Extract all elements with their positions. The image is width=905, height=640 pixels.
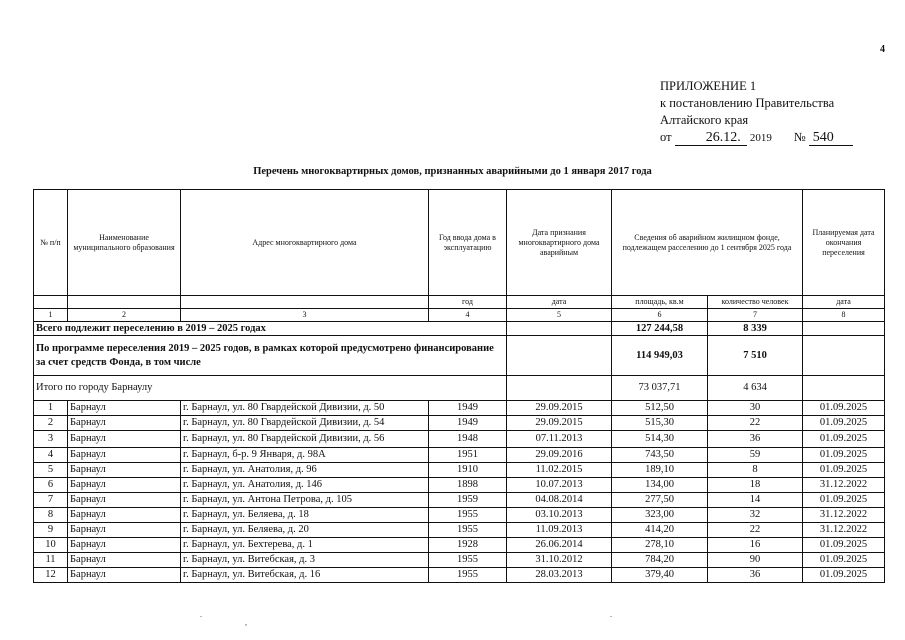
row-area: 414,20 bbox=[612, 522, 708, 537]
row-number: 2 bbox=[34, 416, 68, 431]
date-prefix: от bbox=[660, 130, 672, 144]
unit-year: год bbox=[429, 296, 507, 309]
city-people: 4 634 bbox=[708, 376, 803, 401]
row-area: 379,40 bbox=[612, 567, 708, 582]
table-row bbox=[34, 537, 885, 552]
row-number: 9 bbox=[34, 522, 68, 537]
unit-people: количество человек bbox=[708, 296, 803, 309]
row-planned: 01.09.2025 bbox=[803, 416, 885, 431]
row-planned: 01.09.2025 bbox=[803, 492, 885, 507]
total-people: 8 339 bbox=[708, 322, 803, 336]
row-planned: 31.12.2022 bbox=[803, 477, 885, 492]
row-planned: 01.09.2025 bbox=[803, 552, 885, 567]
city-row bbox=[34, 376, 885, 401]
col-num: 6 bbox=[612, 309, 708, 322]
row-area: 512,50 bbox=[612, 401, 708, 416]
row-municipality: Барнаул bbox=[68, 552, 181, 567]
header-info: Сведения об аварийном жилищном фонде, подлежащем расселению до 1 сентября 2025 года bbox=[612, 190, 803, 296]
row-date: 26.06.2014 bbox=[507, 537, 612, 552]
row-address: г. Барнаул, ул. Анатолия, д. 146 bbox=[181, 477, 429, 492]
row-area: 278,10 bbox=[612, 537, 708, 552]
row-municipality: Барнаул bbox=[68, 522, 181, 537]
col-num: 7 bbox=[708, 309, 803, 322]
row-address: г. Барнаул, ул. 80 Гвардейской Дивизии, д. 54 bbox=[181, 416, 429, 431]
total-label: Всего подлежит переселению в 2019 – 2025 годах bbox=[34, 322, 507, 336]
row-date: 11.02.2015 bbox=[507, 462, 612, 477]
row-people: 36 bbox=[708, 431, 803, 448]
row-year: 1955 bbox=[429, 522, 507, 537]
row-people: 22 bbox=[708, 522, 803, 537]
row-year: 1955 bbox=[429, 552, 507, 567]
row-planned: 01.09.2025 bbox=[803, 401, 885, 416]
table-row bbox=[34, 431, 885, 448]
header-date-recognized: Дата признания многоквартирного дома аварийным bbox=[507, 190, 612, 296]
row-planned: 01.09.2025 bbox=[803, 448, 885, 463]
city-label: Итого по городу Барнаулу bbox=[34, 376, 507, 401]
row-number: 12 bbox=[34, 567, 68, 582]
program-row bbox=[34, 336, 885, 376]
row-planned: 01.09.2025 bbox=[803, 462, 885, 477]
row-municipality: Барнаул bbox=[68, 431, 181, 448]
page-number: 4 bbox=[880, 44, 885, 55]
table-row bbox=[34, 552, 885, 567]
row-people: 59 bbox=[708, 448, 803, 463]
total-area: 127 244,58 bbox=[612, 322, 708, 336]
units-row bbox=[34, 296, 885, 309]
col-num: 8 bbox=[803, 309, 885, 322]
row-date: 31.10.2012 bbox=[507, 552, 612, 567]
row-number: 3 bbox=[34, 431, 68, 448]
row-number: 6 bbox=[34, 477, 68, 492]
row-people: 18 bbox=[708, 477, 803, 492]
row-number: 11 bbox=[34, 552, 68, 567]
col-num: 2 bbox=[68, 309, 181, 322]
row-year: 1959 bbox=[429, 492, 507, 507]
data-rows bbox=[34, 401, 885, 583]
appendix-block bbox=[660, 78, 853, 147]
row-date: 07.11.2013 bbox=[507, 431, 612, 448]
row-planned: 31.12.2022 bbox=[803, 522, 885, 537]
header-planned: Планируемая дата окончания переселения bbox=[803, 190, 885, 296]
row-year: 1928 bbox=[429, 537, 507, 552]
row-date: 10.07.2013 bbox=[507, 477, 612, 492]
col-num: 1 bbox=[34, 309, 68, 322]
unit-date: дата bbox=[507, 296, 612, 309]
row-date: 29.09.2015 bbox=[507, 416, 612, 431]
number-prefix: № bbox=[793, 130, 806, 144]
date-value: 26.12. bbox=[675, 131, 747, 146]
appendix-line-3: Алтайского края bbox=[660, 113, 749, 127]
row-address: г. Барнаул, ул. 80 Гвардейской Дивизии, д. 50 bbox=[181, 401, 429, 416]
row-address: г. Барнаул, ул. Бехтерева, д. 1 bbox=[181, 537, 429, 552]
table-row bbox=[34, 507, 885, 522]
row-planned: 01.09.2025 bbox=[803, 567, 885, 582]
row-date: 04.08.2014 bbox=[507, 492, 612, 507]
header-address: Адрес многоквартирного дома bbox=[181, 190, 429, 296]
row-year: 1948 bbox=[429, 431, 507, 448]
row-planned: 01.09.2025 bbox=[803, 537, 885, 552]
row-people: 90 bbox=[708, 552, 803, 567]
total-row bbox=[34, 322, 885, 336]
row-municipality: Барнаул bbox=[68, 448, 181, 463]
row-planned: 31.12.2022 bbox=[803, 507, 885, 522]
row-people: 16 bbox=[708, 537, 803, 552]
program-label: По программе переселения 2019 – 2025 годов, в рамках которой предусмотрено финансирование за счет средств Фонда, в том числе bbox=[34, 336, 507, 376]
header-row bbox=[34, 190, 885, 296]
row-municipality: Барнаул bbox=[68, 567, 181, 582]
header-municipality: Наименование муниципального образования bbox=[68, 190, 181, 296]
table-row bbox=[34, 448, 885, 463]
row-date: 29.09.2016 bbox=[507, 448, 612, 463]
appendix-title: ПРИЛОЖЕНИЕ 1 bbox=[660, 79, 757, 93]
col-num: 4 bbox=[429, 309, 507, 322]
row-number: 5 bbox=[34, 462, 68, 477]
row-number: 8 bbox=[34, 507, 68, 522]
row-address: г. Барнаул, ул. Витебская, д. 16 bbox=[181, 567, 429, 582]
row-people: 30 bbox=[708, 401, 803, 416]
row-year: 1955 bbox=[429, 507, 507, 522]
row-area: 277,50 bbox=[612, 492, 708, 507]
housing-table bbox=[33, 189, 885, 583]
row-people: 32 bbox=[708, 507, 803, 522]
col-num: 3 bbox=[181, 309, 429, 322]
col-num: 5 bbox=[507, 309, 612, 322]
table-row bbox=[34, 477, 885, 492]
row-people: 22 bbox=[708, 416, 803, 431]
number-value: 540 bbox=[809, 131, 853, 146]
program-area: 114 949,03 bbox=[612, 336, 708, 376]
row-area: 743,50 bbox=[612, 448, 708, 463]
row-address: г. Барнаул, ул. Беляева, д. 20 bbox=[181, 522, 429, 537]
row-area: 323,00 bbox=[612, 507, 708, 522]
row-date: 11.09.2013 bbox=[507, 522, 612, 537]
table-row bbox=[34, 462, 885, 477]
row-number: 4 bbox=[34, 448, 68, 463]
row-date: 03.10.2013 bbox=[507, 507, 612, 522]
city-area: 73 037,71 bbox=[612, 376, 708, 401]
table-row bbox=[34, 416, 885, 431]
row-people: 14 bbox=[708, 492, 803, 507]
row-municipality: Барнаул bbox=[68, 492, 181, 507]
row-area: 134,00 bbox=[612, 477, 708, 492]
program-people: 7 510 bbox=[708, 336, 803, 376]
row-address: г. Барнаул, ул. 80 Гвардейской Дивизии, д. 56 bbox=[181, 431, 429, 448]
table-row bbox=[34, 522, 885, 537]
row-planned: 01.09.2025 bbox=[803, 431, 885, 448]
column-numbers-row bbox=[34, 309, 885, 322]
table-row bbox=[34, 567, 885, 582]
row-area: 514,30 bbox=[612, 431, 708, 448]
table-row bbox=[34, 492, 885, 507]
unit-area: площадь, кв.м bbox=[612, 296, 708, 309]
row-municipality: Барнаул bbox=[68, 401, 181, 416]
row-year: 1949 bbox=[429, 401, 507, 416]
row-year: 1949 bbox=[429, 416, 507, 431]
row-address: г. Барнаул, ул. Беляева, д. 18 bbox=[181, 507, 429, 522]
row-address: г. Барнаул, ул. Анатолия, д. 96 bbox=[181, 462, 429, 477]
row-area: 515,30 bbox=[612, 416, 708, 431]
row-number: 10 bbox=[34, 537, 68, 552]
row-year: 1955 bbox=[429, 567, 507, 582]
row-address: г. Барнаул, ул. Витебская, д. 3 bbox=[181, 552, 429, 567]
appendix-line-2: к постановлению Правительства bbox=[660, 96, 835, 110]
row-date: 29.09.2015 bbox=[507, 401, 612, 416]
row-year: 1910 bbox=[429, 462, 507, 477]
row-area: 784,20 bbox=[612, 552, 708, 567]
row-municipality: Барнаул bbox=[68, 507, 181, 522]
date-year: 2019 bbox=[749, 132, 772, 144]
header-num: № п/п bbox=[34, 190, 68, 296]
row-year: 1898 bbox=[429, 477, 507, 492]
row-municipality: Барнаул bbox=[68, 477, 181, 492]
row-area: 189,10 bbox=[612, 462, 708, 477]
row-address: г. Барнаул, ул. Антона Петрова, д. 105 bbox=[181, 492, 429, 507]
row-municipality: Барнаул bbox=[68, 462, 181, 477]
appendix-date-line bbox=[660, 129, 853, 147]
row-municipality: Барнаул bbox=[68, 416, 181, 431]
row-people: 36 bbox=[708, 567, 803, 582]
row-year: 1951 bbox=[429, 448, 507, 463]
row-number: 7 bbox=[34, 492, 68, 507]
row-number: 1 bbox=[34, 401, 68, 416]
row-address: г. Барнаул, б-р. 9 Января, д. 98А bbox=[181, 448, 429, 463]
row-municipality: Барнаул bbox=[68, 537, 181, 552]
header-year: Год ввода дома в эксплуатацию bbox=[429, 190, 507, 296]
unit-planned: дата bbox=[803, 296, 885, 309]
document-title: Перечень многоквартирных домов, признанных аварийными до 1 января 2017 года bbox=[253, 166, 652, 177]
row-date: 28.03.2013 bbox=[507, 567, 612, 582]
row-people: 8 bbox=[708, 462, 803, 477]
table-row bbox=[34, 401, 885, 416]
